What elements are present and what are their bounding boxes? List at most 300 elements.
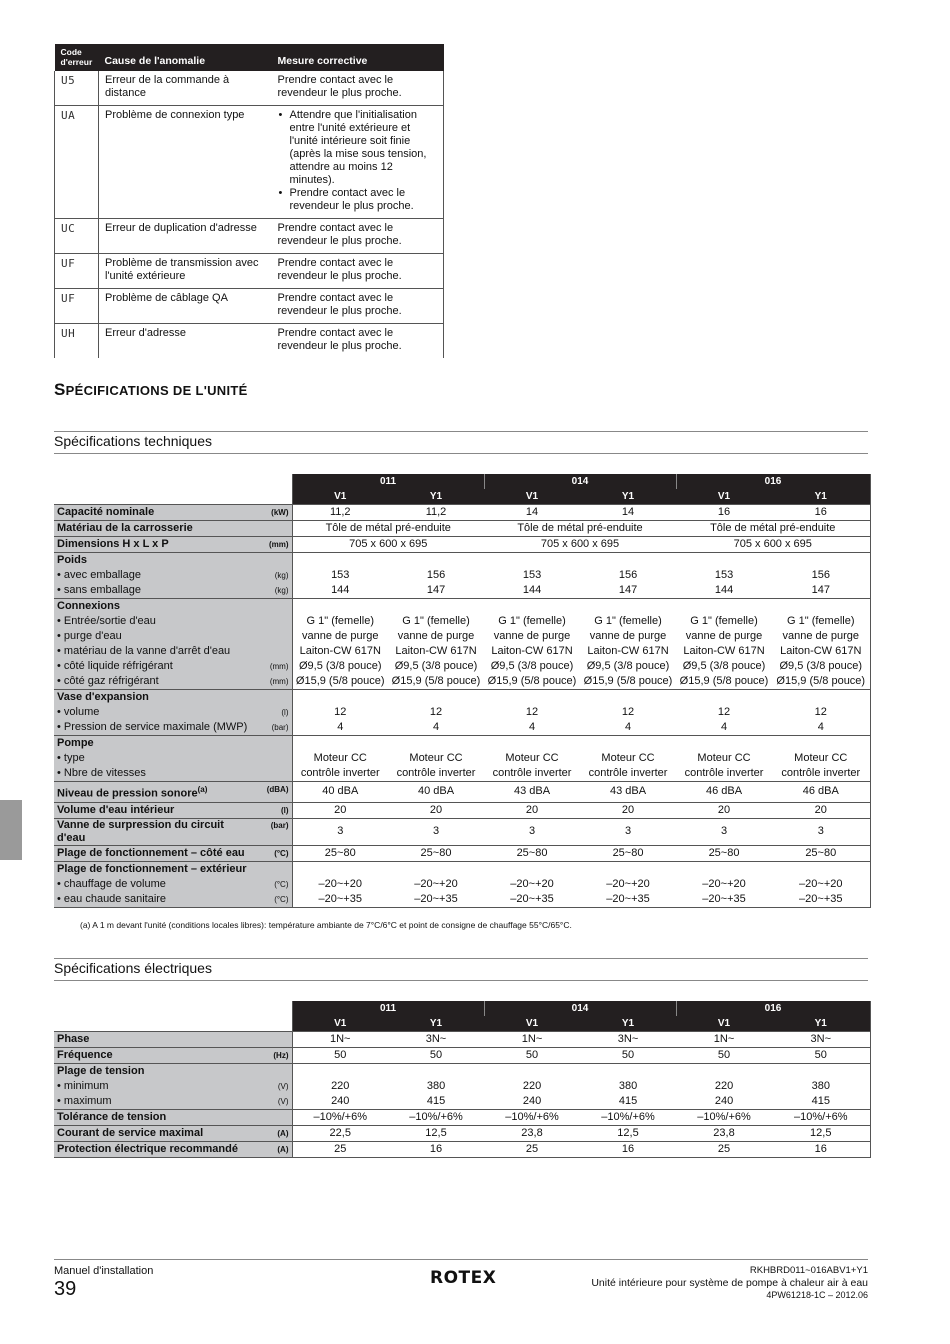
spec-value: 415 [426,1095,446,1107]
spec-label-cell [54,537,292,553]
spec-value: Tôle de métal pré-enduite [292,521,484,537]
spec-value: 415 [618,1095,638,1107]
spec-label-cell [54,1142,292,1158]
spec-value: Ø15,9 (5/8 pouce) [776,675,866,687]
spec-value: 40 dBA [388,782,484,803]
spec-value: Ø9,5 (3/8 pouce) [394,660,478,672]
spec-label: matériau de la vanne d'arrêt d'eau [63,645,231,657]
section-title: SPÉCIFICATIONS DE L'UNITÉ [54,380,248,399]
spec-label: Phase [57,1033,90,1045]
spec-label: Niveau de pression sonore [57,787,198,800]
rotex-logo: ROTEX [430,1268,497,1288]
measure-item: • Prendre contact avec le revendeur le plus proche. [290,187,440,213]
spec-value: 220 [522,1080,542,1092]
spec-value: 50 [292,1048,388,1064]
spec-row [54,553,870,569]
spec-label-cell [54,568,292,583]
spec-label: Courant de service maximal [57,1127,204,1139]
spec-label-cell [54,766,292,782]
spec-label: Vanne de surpression du circuit d'eau [57,818,224,844]
spec-label: Capacité nominale [57,506,155,518]
variant-header: V1 [676,489,772,505]
spec-value: 380 [426,1080,446,1092]
spec-row [54,568,870,583]
elec-spec-title: Spécifications électriques [54,960,212,976]
spec-value: –20~+35 [676,892,772,908]
elec-spec-table [54,1001,871,1158]
variant-header-row [54,489,870,505]
spec-label-cell [54,892,292,908]
spec-value: Laiton-CW 617N [683,645,765,657]
error-code: U5 [55,71,99,106]
spec-row [54,644,870,659]
spec-label-cell [54,720,292,736]
error-row [55,106,444,219]
spec-label: Plage de fonctionnement – côté eau [57,846,245,859]
spec-value: 16 [580,1142,676,1158]
spec-row [54,720,870,736]
spec-label: avec emballage [63,569,141,581]
spec-label-cell [54,659,292,674]
footer-desc: Unité intérieure pour système de pompe à chaleur air à eau [591,1277,868,1289]
spec-unit: (kg) [274,571,289,580]
divider [54,431,868,432]
spec-value: –20~+35 [772,892,870,908]
spec-row [54,877,870,892]
spec-value: Ø15,9 (5/8 pouce) [391,675,481,687]
spec-row [54,521,870,537]
variant-header: V1 [292,489,388,505]
error-row [55,289,444,324]
variant-header-row [54,1016,870,1032]
spec-row [54,845,870,861]
spec-value: 4 [337,721,344,733]
spec-value: –20~+20 [702,877,746,890]
model-header: 011 [292,1001,484,1016]
tech-spec-table [54,474,871,908]
spec-label-cell [54,782,292,803]
spec-label: volume [63,706,100,718]
spec-value: –10%/+6% [772,1110,870,1126]
blank-cell [54,489,292,505]
variant-header: V1 [484,489,580,505]
spec-row [54,705,870,720]
spec-value: 144 [331,584,350,596]
spec-value: 50 [388,1048,484,1064]
measure-list [278,109,440,213]
error-cause: Erreur de la commande à distance [99,71,272,106]
spec-row [54,690,870,706]
spec-value: 16 [676,505,772,521]
spec-value: 12,5 [388,1126,484,1142]
footnote: (a) A 1 m devant l'unité (conditions locales libres): température ambiante de 7°C/6°C et point de consigne de chauffage 55°C/65°C. [80,920,572,930]
spec-value: 4 [528,721,536,733]
spec-value: 40 dBA [292,782,388,803]
tech-spec-title: Spécifications techniques [54,433,212,449]
spec-value: Ø15,9 (5/8 pouce) [583,675,673,687]
spec-row [54,659,870,674]
spec-value: 23,8 [676,1126,772,1142]
spec-value: 12 [717,706,731,718]
model-header: 014 [484,474,676,489]
spec-value: –20~+20 [414,877,458,890]
spec-unit: (mm) [268,540,289,549]
spec-value: 415 [811,1095,830,1107]
error-code: UF [55,289,99,324]
spec-value: 11,2 [388,505,484,521]
spec-value: Moteur CC [313,752,367,764]
spec-value: 4 [720,721,728,733]
spec-label: Volume d'eau intérieur [57,803,175,816]
spec-value: 50 [676,1048,772,1064]
spec-value: Moteur CC [409,752,463,764]
error-row [55,71,444,106]
spec-value: 220 [331,1080,350,1092]
spec-label-cell [54,1064,292,1080]
spec-label-cell [54,1094,292,1110]
blank-cell [54,1016,292,1032]
spec-label: maximum [63,1095,112,1107]
spec-unit: (Hz) [273,1051,289,1060]
spec-value: Laiton-CW 617N [587,645,669,657]
spec-value: 153 [714,569,734,581]
spec-value: Ø15,9 (5/8 pouce) [679,675,769,687]
spec-row [54,583,870,599]
measure-item: • Attendre que l'initialisation entre l'unité extérieure et l'unité intérieure soit finie (après la mise sous tension, attendre au moins 12 minutes). [290,109,440,187]
spec-row [54,1142,870,1158]
spec-label-cell [54,614,292,629]
spec-value: G 1" (femelle) [594,615,662,627]
spec-value: –20~+20 [606,877,650,890]
spec-value: G 1" (femelle) [402,615,470,627]
spec-row [54,736,870,752]
spec-label-cell [54,1126,292,1142]
spec-value: –20~+20 [510,877,554,890]
spec-value: Ø9,5 (3/8 pouce) [779,660,863,672]
spec-value: 153 [331,569,350,581]
spec-value: 43 dBA [580,782,676,803]
spec-value: 3N~ [772,1032,870,1048]
spec-label: Nbre de vitesses [63,767,146,779]
divider [54,980,868,981]
header-measure: Mesure corrective [272,44,444,71]
spec-row [54,599,870,615]
error-code: UH [55,324,99,359]
spec-label: Protection électrique recommandé [57,1143,238,1155]
empty-cell [292,861,870,877]
error-cause: Erreur d'adresse [105,327,186,339]
spec-value: 20 [772,802,870,818]
spec-value: contrôle inverter [396,767,476,779]
spec-value: Laiton-CW 617N [491,645,573,657]
spec-value: 1N~ [676,1032,772,1048]
spec-value: contrôle inverter [492,767,572,779]
spec-value: 147 [811,584,830,596]
spec-value: 144 [522,584,542,596]
spec-value: 12 [814,706,827,718]
spec-value: vanne de purge [493,630,571,642]
side-tab [0,800,22,860]
spec-value: –10%/+6% [292,1110,388,1126]
spec-label: sans emballage [63,584,141,596]
spec-value: 46 dBA [772,782,870,803]
spec-label-cell [54,1110,292,1126]
spec-value: 156 [811,569,830,581]
spec-value: 3 [676,818,772,845]
spec-value: 25 [292,1142,388,1158]
spec-label-cell [54,553,292,569]
spec-value: –20~+35 [484,892,580,908]
spec-unit: (°C) [274,894,289,904]
spec-value: 25~80 [484,845,580,861]
spec-label: Fréquence [57,1049,113,1061]
spec-value: 705 x 600 x 695 [292,537,484,553]
error-measure [272,219,444,254]
spec-label-cell [54,690,292,706]
variant-header: V1 [676,1016,772,1032]
model-header: 016 [676,1001,870,1016]
error-cause: Erreur de duplication d'adresse [99,219,272,254]
footer-ref: 4PW61218-1C – 2012.06 [766,1290,868,1300]
variant-header: Y1 [772,489,870,505]
spec-value: Ø9,5 (3/8 pouce) [298,660,382,672]
spec-row [54,1064,870,1080]
footer-divider [54,1259,868,1260]
spec-value: 3 [580,818,676,845]
error-code-table [54,44,444,358]
spec-unit: (bar) [270,820,289,830]
spec-label: côté gaz réfrigérant [63,675,159,687]
spec-label: côté liquide réfrigérant [63,660,173,672]
footnote-ref: (a) [197,785,208,794]
error-row [55,324,444,359]
spec-value: 23,8 [484,1126,580,1142]
spec-value: 12,5 [580,1126,676,1142]
spec-unit: (mm) [269,677,289,686]
spec-value: 380 [811,1080,830,1092]
spec-value: 3 [772,818,870,845]
spec-value: 20 [292,802,388,818]
spec-label-cell [54,705,292,720]
spec-label-cell [54,644,292,659]
spec-value: 25~80 [292,845,388,861]
spec-label-cell [54,877,292,892]
measure-text: Prendre contact avec le revendeur le plus proche. [277,327,402,352]
spec-value: 4 [817,721,824,733]
spec-value: 1N~ [484,1032,580,1048]
spec-label-cell [54,674,292,690]
spec-unit: (kg) [274,586,289,595]
spec-value: Ø15,9 (5/8 pouce) [487,675,577,687]
spec-value: 25 [676,1142,772,1158]
spec-value: 14 [484,505,580,521]
spec-label-cell [54,751,292,766]
spec-value: 3 [388,818,484,845]
spec-value: 3N~ [580,1032,676,1048]
spec-value: 1N~ [292,1032,388,1048]
spec-label-cell [54,845,292,861]
divider [54,453,868,454]
spec-row [54,1032,870,1048]
variant-header: Y1 [772,1016,870,1032]
spec-label-cell [54,1079,292,1094]
spec-label: chauffage de volume [63,877,166,890]
spec-value: 16 [772,1142,870,1158]
spec-unit: (°C) [274,848,289,858]
measure-text: Prendre contact avec le revendeur le plus proche. [277,292,402,317]
spec-label-cell [54,736,292,752]
spec-row [54,505,870,521]
spec-row [54,1048,870,1064]
spec-value: 46 dBA [676,782,772,803]
spec-value: –10%/+6% [580,1110,676,1126]
spec-row [54,1079,870,1094]
model-header-row [54,474,870,489]
spec-label: minimum [63,1080,109,1092]
spec-label-cell [54,599,292,615]
spec-value: 3 [484,818,580,845]
spec-value: 12,5 [772,1126,870,1142]
spec-row [54,537,870,553]
spec-value: –20~+35 [292,892,388,908]
spec-value: 153 [522,569,542,581]
spec-label-cell [54,861,292,877]
spec-value: 14 [580,505,676,521]
error-measure [272,106,444,219]
spec-label: Matériau de la carrosserie [57,522,193,534]
spec-label: Entrée/sortie d'eau [63,615,156,627]
spec-label: Pompe [57,737,94,749]
variant-header: V1 [484,1016,580,1032]
error-code: UF [55,254,99,289]
error-measure [272,324,444,359]
spec-value: Moteur CC [505,752,559,764]
spec-value: 43 dBA [484,782,580,803]
measure-text: Prendre contact avec le revendeur le plus proche. [277,222,402,247]
spec-value: Ø15,9 (5/8 pouce) [295,675,385,687]
spec-value: 147 [426,584,446,596]
variant-header: V1 [292,1016,388,1032]
spec-value: –10%/+6% [676,1110,772,1126]
spec-value: –10%/+6% [388,1110,484,1126]
spec-value: vanne de purge [685,630,763,642]
spec-value: contrôle inverter [684,767,764,779]
spec-value: vanne de purge [397,630,475,642]
spec-value: 25~80 [772,845,870,861]
spec-row [54,1110,870,1126]
spec-unit: (l) [280,805,289,815]
spec-value: 705 x 600 x 695 [484,537,676,553]
model-header: 011 [292,474,484,489]
empty-cell [292,599,870,615]
spec-value: Laiton-CW 617N [299,645,381,657]
spec-row [54,629,870,644]
spec-value: 25~80 [676,845,772,861]
spec-value: 11,2 [292,505,388,521]
spec-value: 12 [429,706,443,718]
spec-unit: (A) [277,1129,289,1138]
spec-row [54,892,870,908]
spec-label-cell [54,583,292,599]
spec-label: Plage de fonctionnement – extérieur [57,862,247,875]
spec-value: 25~80 [580,845,676,861]
spec-value: 240 [331,1095,350,1107]
page-number: 39 [54,1278,77,1300]
spec-value: 147 [618,584,638,596]
spec-label-cell [54,818,292,845]
spec-label: Pression de service maximale (MWP) [63,721,248,733]
spec-value: vanne de purge [782,630,859,642]
spec-value: 4 [432,721,440,733]
spec-value: 50 [484,1048,580,1064]
divider [54,958,868,959]
spec-value: –10%/+6% [484,1110,580,1126]
empty-cell [292,1064,870,1080]
spec-value: 20 [388,802,484,818]
spec-value: 220 [714,1080,734,1092]
spec-value: Laiton-CW 617N [780,645,862,657]
spec-value: G 1" (femelle) [690,615,758,627]
spec-value: 240 [714,1095,734,1107]
spec-label-cell [54,505,292,521]
error-code: UA [55,106,99,219]
spec-value: Ø9,5 (3/8 pouce) [682,660,766,672]
spec-unit: (dBA) [266,785,289,794]
error-measure [272,254,444,289]
spec-value: –20~+35 [388,892,484,908]
spec-value: 16 [772,505,870,521]
spec-value: 16 [388,1142,484,1158]
spec-value: contrôle inverter [781,767,861,779]
spec-label: Plage de tension [57,1065,145,1077]
spec-value: 705 x 600 x 695 [676,537,870,553]
spec-value: G 1" (femelle) [306,615,374,627]
spec-value: vanne de purge [589,630,667,642]
spec-unit: (bar) [271,723,289,732]
spec-row [54,818,870,845]
spec-row [54,802,870,818]
model-header-row [54,1001,870,1016]
spec-value: 50 [580,1048,676,1064]
spec-value: Ø9,5 (3/8 pouce) [490,660,574,672]
spec-value: contrôle inverter [588,767,668,779]
error-row [55,219,444,254]
variant-header: Y1 [580,489,676,505]
spec-value: 20 [676,802,772,818]
spec-value: Tôle de métal pré-enduite [676,521,870,537]
spec-value: 22,5 [292,1126,388,1142]
spec-row [54,861,870,877]
spec-value: 12 [525,706,539,718]
spec-label: purge d'eau [63,630,122,642]
spec-value: 156 [618,569,638,581]
spec-value: 50 [772,1048,870,1064]
spec-value: 3N~ [388,1032,484,1048]
spec-row [54,1094,870,1110]
spec-unit: (l) [281,708,289,717]
spec-label: Dimensions H x L x P [57,538,169,550]
error-code: UC [55,219,99,254]
measure-text: Prendre contact avec le revendeur le plus proche. [277,74,402,99]
spec-value: G 1" (femelle) [498,615,566,627]
spec-label: Tolérance de tension [57,1111,167,1123]
variant-header: Y1 [388,489,484,505]
spec-value: 240 [522,1095,542,1107]
spec-value: G 1" (femelle) [787,615,855,627]
measure-text: Prendre contact avec le revendeur le plus proche. [277,257,402,282]
spec-unit: (kW) [271,508,289,517]
spec-value: Laiton-CW 617N [395,645,477,657]
